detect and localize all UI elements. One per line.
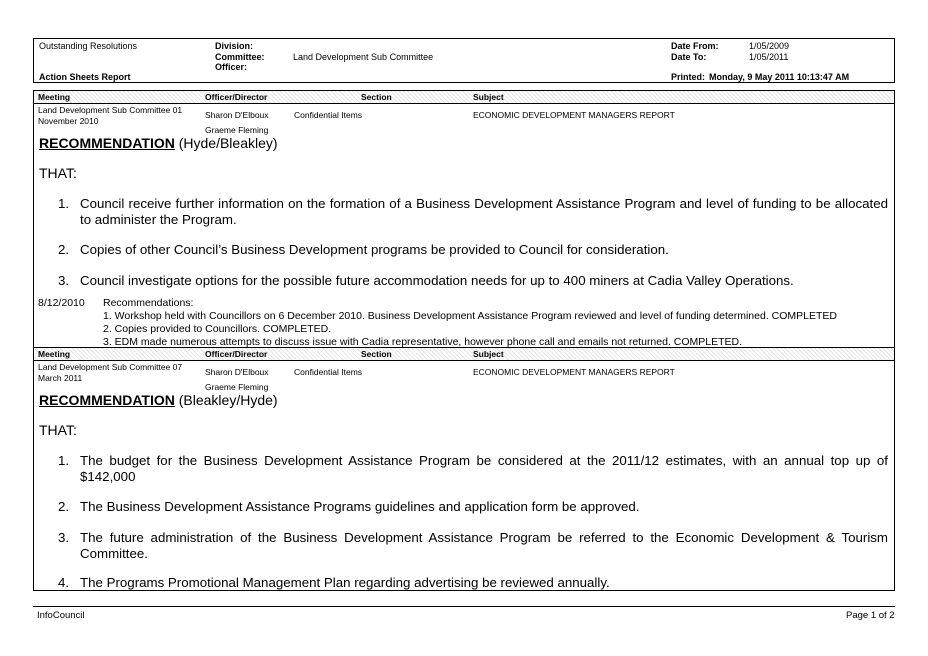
col-subject: Subject <box>473 92 504 102</box>
printed-value: Monday, 9 May 2011 10:13:47 AM <box>709 72 850 82</box>
list-item <box>58 575 888 591</box>
footer-divider <box>33 606 895 607</box>
report-subtitle: Action Sheets Report <box>39 72 131 82</box>
date-to-label: Date To: <box>671 52 707 62</box>
item-text: The Business Development Assistance Programs guidelines and application form be approved. <box>80 499 640 514</box>
note-title: Recommendations: <box>103 297 194 309</box>
recommendation-label: RECOMMENDATION <box>39 392 175 408</box>
col-subject: Subject <box>473 349 504 359</box>
committee-value: Land Development Sub Committee <box>293 52 434 62</box>
item-number: 3. <box>58 530 70 545</box>
item-text: Council receive further information on the formation of a Business Development Assistance Program and level of funding to be allocated to administer the Program. <box>80 196 888 227</box>
item-number: 1. <box>58 453 70 468</box>
item-text: Council investigate options for the possible future accommodation needs for up to 400 miners at Cadia Valley Operations. <box>80 273 794 288</box>
list-item <box>58 499 888 515</box>
footer-left: InfoCouncil <box>37 610 85 621</box>
list-item <box>58 196 888 227</box>
report-body <box>33 90 895 591</box>
note-line: 1. Workshop held with Councillors on 6 December 2010. Business Development Assistance Program reviewed and level of funding determined. COMPLETED <box>103 310 838 322</box>
note-date: 8/12/2010 <box>38 297 85 309</box>
report-title: Outstanding Resolutions <box>39 41 138 51</box>
subject-value: ECONOMIC DEVELOPMENT MANAGERS REPORT <box>473 110 675 120</box>
report-header <box>33 38 895 83</box>
item-text: Copies of other Council’s Business Development programs be provided to Council for consideration. <box>80 242 669 257</box>
item-text: The future administration of the Business Development Assistance Program be referred to the Economic Development & Tourism Committee. <box>80 530 888 561</box>
subject-value: ECONOMIC DEVELOPMENT MANAGERS REPORT <box>473 367 675 377</box>
note-line: 3. EDM made numerous attempts to discuss issue with Cadia representative, however phone call and emails not returned. COMPLETED. <box>103 336 743 348</box>
list-item <box>58 273 888 289</box>
section-value: Confidential Items <box>294 367 363 377</box>
that-label: THAT: <box>39 422 77 438</box>
col-officer: Officer/Director <box>205 349 268 359</box>
officer2-value: Graeme Fleming <box>205 125 269 135</box>
page-number: Page 1 of 2 <box>846 610 895 621</box>
item-number: 2. <box>58 499 70 514</box>
recommendation-label: RECOMMENDATION <box>39 135 175 151</box>
printed-label: Printed: <box>671 72 706 82</box>
recommendation-heading <box>39 392 278 408</box>
recommendation-movers: (Bleakley/Hyde) <box>174 392 278 408</box>
meeting-value: Land Development Sub Committee 01 November 2010 <box>38 105 183 126</box>
officer-value: Sharon D'Elboux <box>205 367 269 377</box>
item-number: 3. <box>58 273 70 288</box>
item-number: 4. <box>58 575 70 590</box>
item-number: 2. <box>58 242 70 257</box>
col-meeting: Meeting <box>38 92 71 102</box>
note-line: 2. Copies provided to Councillors. COMPLETED. <box>103 323 332 335</box>
col-officer: Officer/Director <box>205 92 268 102</box>
meeting-value: Land Development Sub Committee 07 March 2011 <box>38 362 183 383</box>
recommendation-movers: (Hyde/Bleakley) <box>174 135 278 151</box>
officer2-value: Graeme Fleming <box>205 382 269 392</box>
that-label: THAT: <box>39 165 77 181</box>
date-from-value: 1/05/2009 <box>749 41 790 51</box>
officer-label: Officer: <box>215 62 248 72</box>
list-item <box>58 530 888 561</box>
col-meeting: Meeting <box>38 349 71 359</box>
item-text: The Programs Promotional Management Plan regarding advertising be reviewed annually. <box>80 575 610 590</box>
officer-value: Sharon D'Elboux <box>205 110 269 120</box>
column-header-row <box>34 91 894 104</box>
col-section: Section <box>361 92 392 102</box>
section-value: Confidential Items <box>294 110 363 120</box>
list-item <box>58 453 888 484</box>
committee-label: Committee: <box>215 52 265 62</box>
item-text: The budget for the Business Development Assistance Program be considered at the 2011/12 estimates, with an annual top up of $142,000 <box>80 453 888 484</box>
column-header-row <box>34 348 894 361</box>
division-label: Division: <box>215 41 254 51</box>
list-item <box>58 242 888 258</box>
date-to-value: 1/05/2011 <box>749 52 789 62</box>
item-number: 1. <box>58 196 70 211</box>
col-section: Section <box>361 349 392 359</box>
recommendation-heading <box>39 135 278 151</box>
date-from-label: Date From: <box>671 41 719 51</box>
